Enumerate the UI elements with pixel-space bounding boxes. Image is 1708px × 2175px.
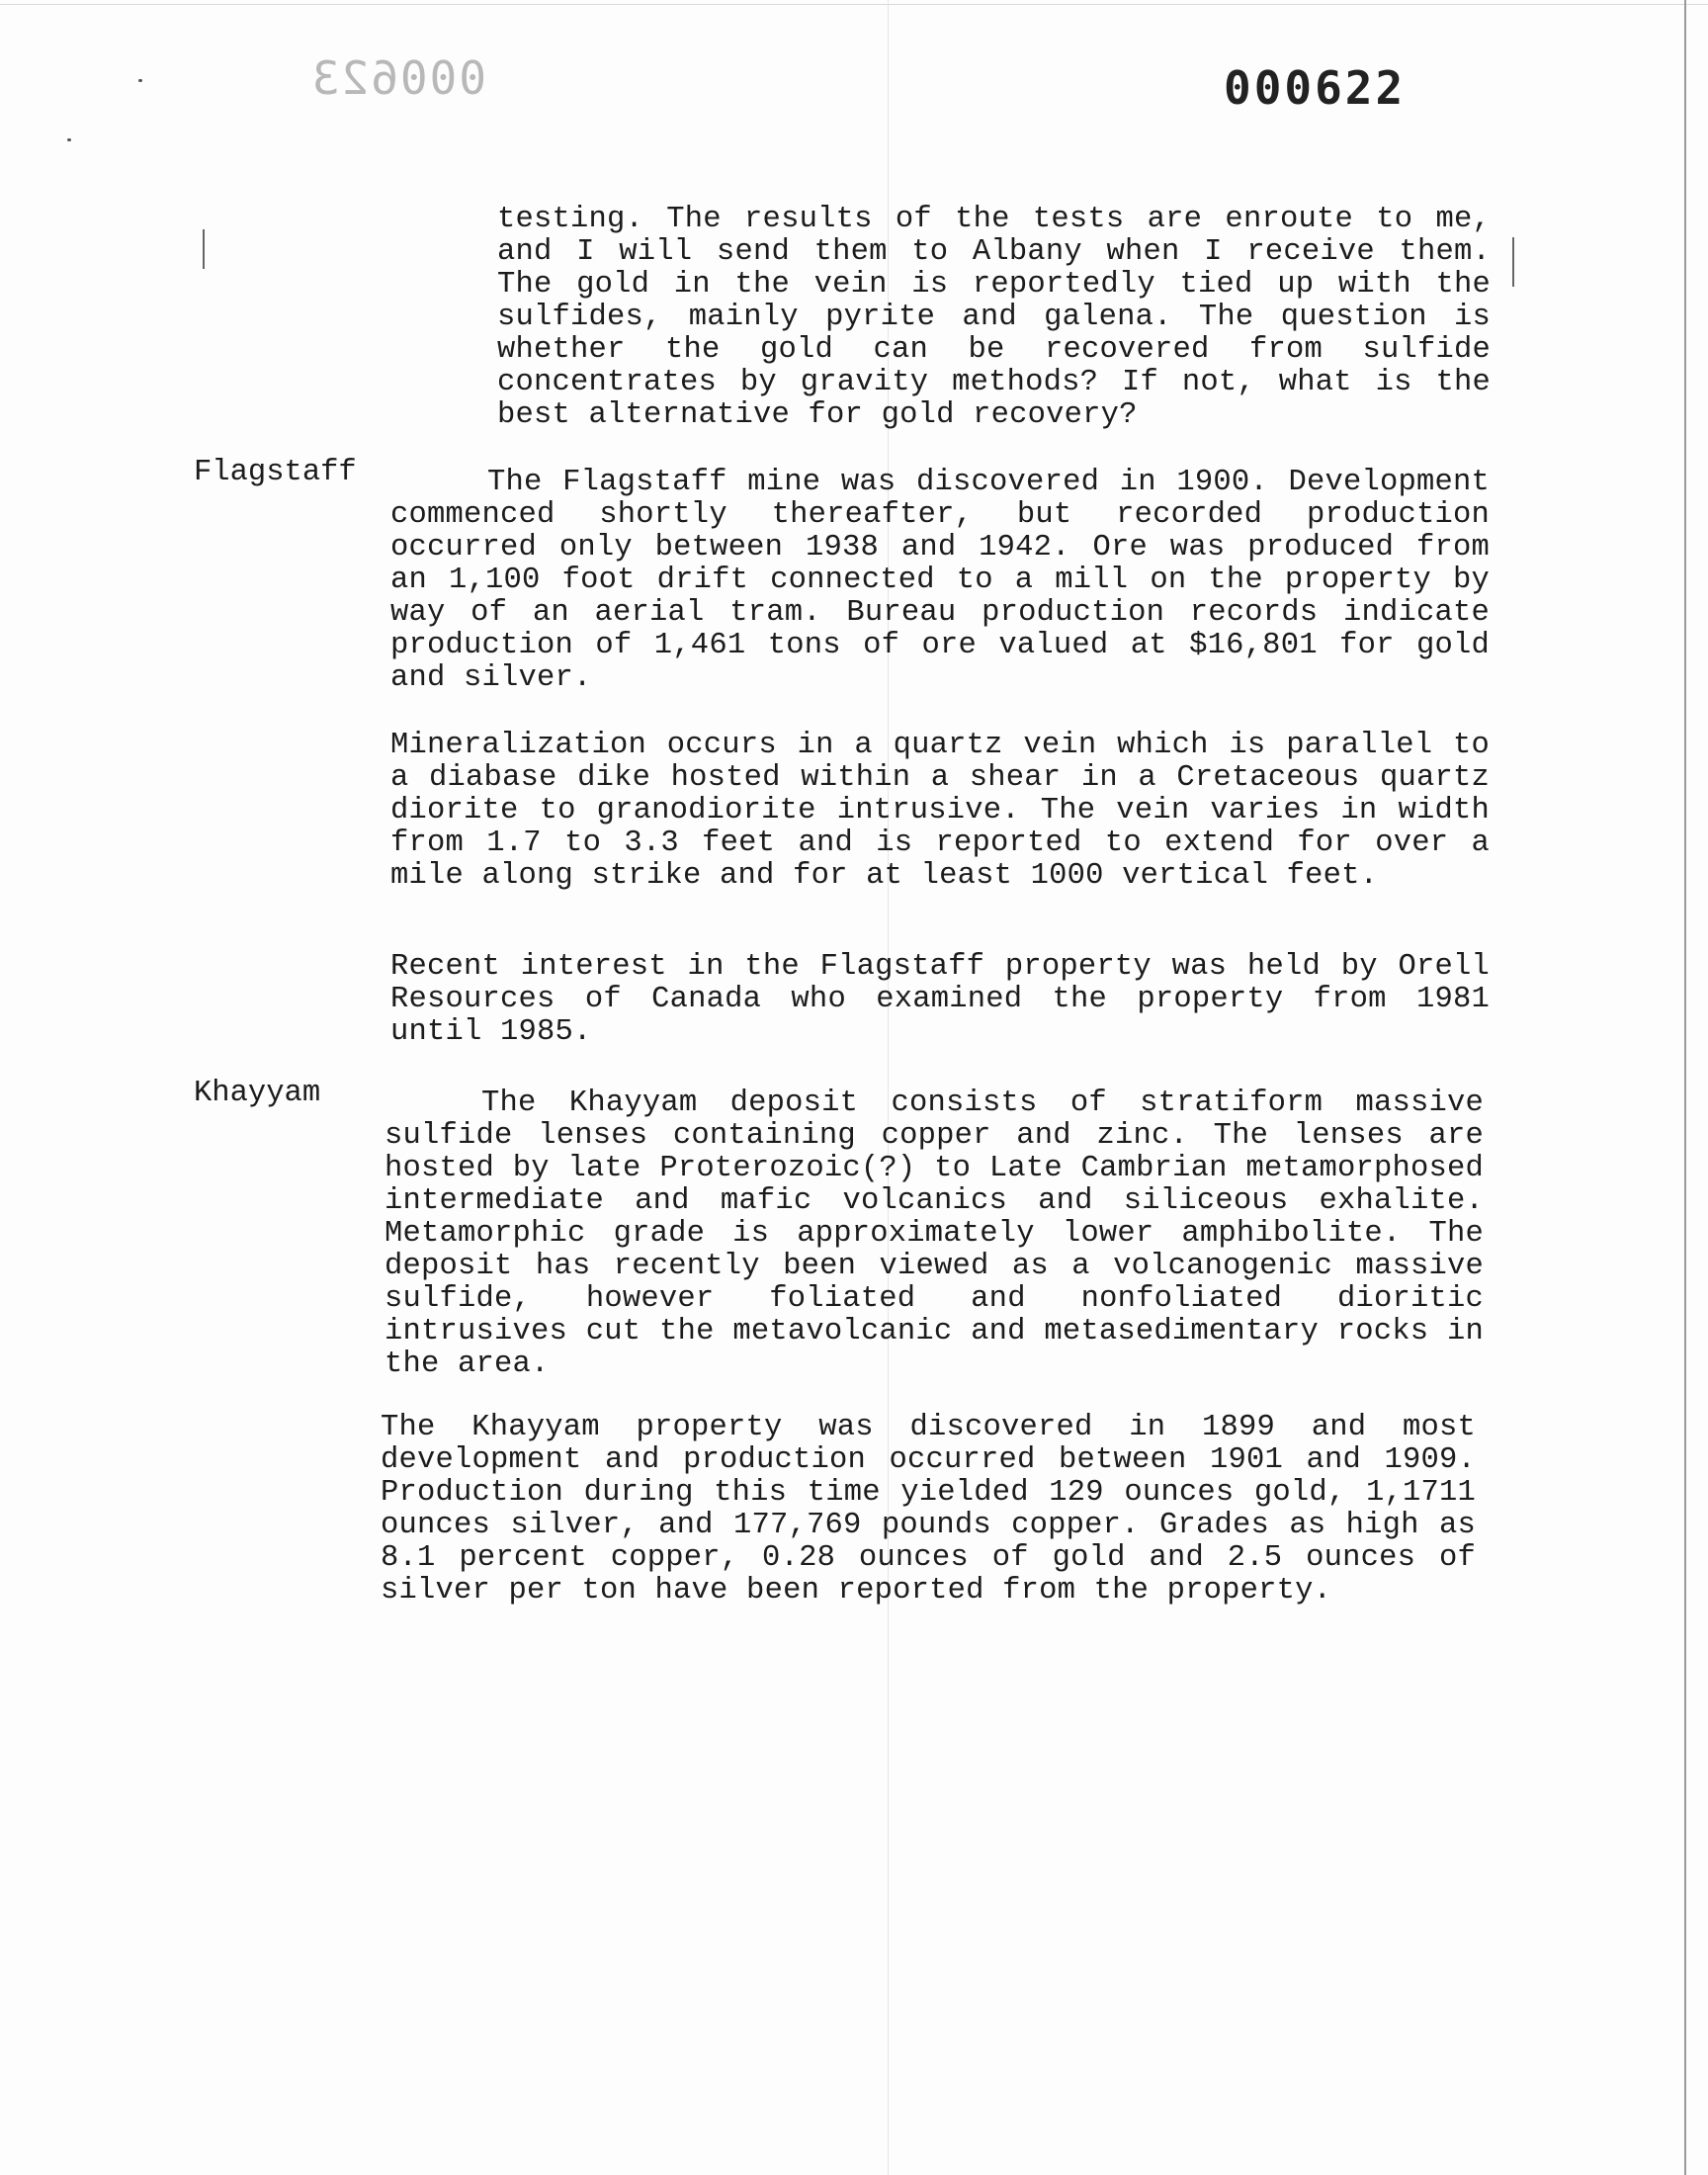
khayyam-paragraph-2: The Khayyam property was discovered in 1899 and most development and production occurred between 1901 and 1909. Production during this time yielded 129 ounces gold, 1,1711 ounces silver, and 177,769 pounds copper. Grades as high as 8.1 percent copper, 0.28 ounces of gold and 2.5 ounces of silver per ton have been reported from the property. — [381, 1411, 1476, 1608]
scan-speck — [138, 79, 142, 82]
continuation-paragraph: testing. The results of the tests are enroute to me, and I will send them to Albany when I receive them. The gold in the vein is reportedly tied up with the sulfides, mainly pyrite and galena. The question is whether the gold can be recovered from sulfide concentrates by gravity methods? If not, what is the best alternative for gold recovery? — [497, 203, 1491, 432]
page-top-edge — [0, 4, 1708, 5]
margin-mark — [1512, 237, 1514, 287]
section-label-flagstaff: Flagstaff — [194, 456, 357, 489]
scan-speck — [67, 138, 71, 141]
khayyam-paragraph-1: The Khayyam deposit consists of stratiform massive sulfide lenses containing copper and zinc. The lenses are hosted by late Proterozoic(?) to Late Cambrian metamorphosed intermediate and mafic volcanics and siliceous exhalite. Metamorphic grade is approximately lower amphibolite. The deposit has recently been viewed as a volcanogenic massive sulfide, however foliated and nonfoliated dioritic intrusives cut the metavolcanic and metasedimentary rocks in the area. — [384, 1087, 1484, 1381]
bleed-through-stamp: 000623 — [309, 51, 486, 105]
page-right-edge — [1684, 0, 1686, 2175]
margin-mark — [203, 229, 205, 269]
flagstaff-paragraph-2: Mineralization occurs in a quartz vein which is parallel to a diabase dike hosted within a shear in a Cretaceous quartz diorite to granodiorite intrusive. The vein varies in width from 1.7 to 3.3 feet and is reported to extend for over a mile along strike and for at least 1000 vertical feet. — [390, 729, 1490, 893]
page-number-stamp: 000622 — [1224, 61, 1407, 115]
flagstaff-paragraph-1: The Flagstaff mine was discovered in 1900. Development commenced shortly thereafter, but recorded production occurred only between 1938 and 1942. Ore was produced from an 1,100 foot drift connected to a mill on the property by way of an aerial tram. Bureau production records indicate production of 1,461 tons of ore valued at $16,801 for gold and silver. — [390, 466, 1490, 695]
section-label-khayyam: Khayyam — [194, 1077, 321, 1110]
flagstaff-paragraph-3: Recent interest in the Flagstaff property was held by Orell Resources of Canada who examined the property from 1981 until 1985. — [390, 950, 1490, 1049]
